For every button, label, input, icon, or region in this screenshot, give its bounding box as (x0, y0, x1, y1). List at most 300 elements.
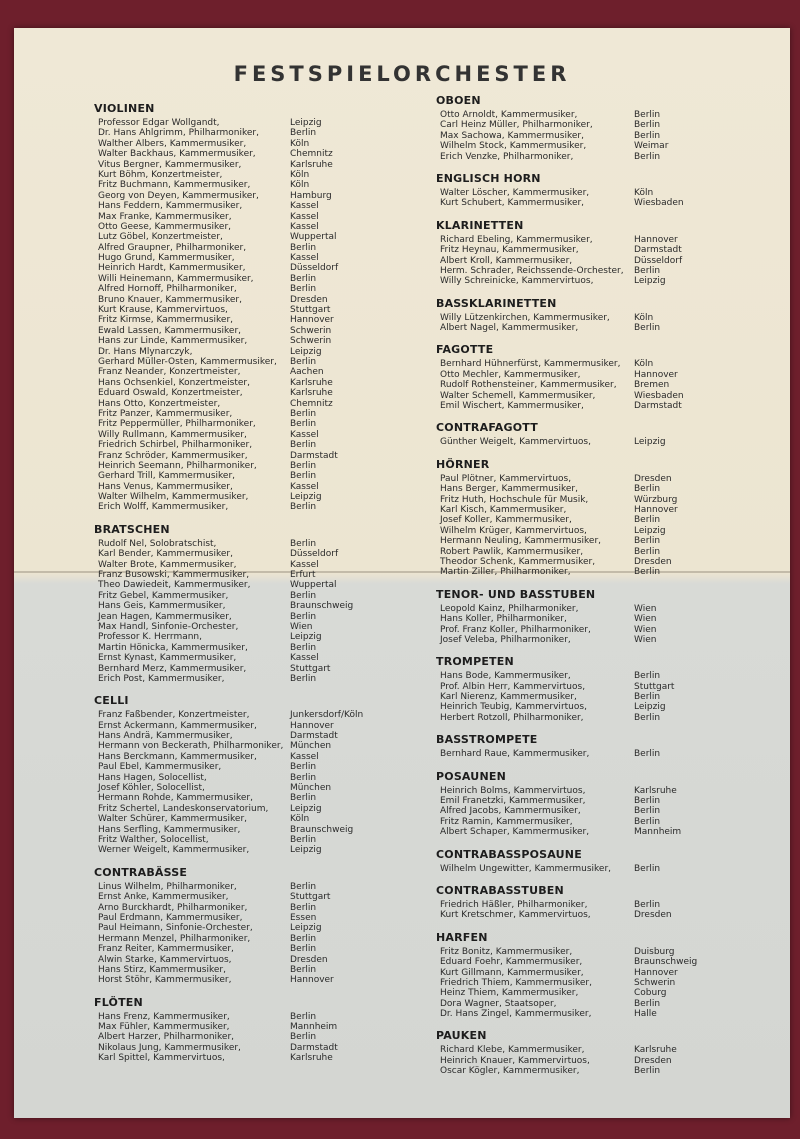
musician-row (94, 191, 424, 201)
musician-row (436, 1066, 776, 1076)
musician-row (94, 367, 424, 377)
musician-city: Dresden (634, 910, 672, 921)
musician-city: Kassel (290, 253, 319, 264)
musician-city: Stuttgart (290, 892, 331, 903)
musician-row (436, 910, 776, 920)
musician-name: Bruno Knauer, Kammermusiker, (98, 294, 242, 305)
musician-name: Hans Venus, Kammermusiker, (98, 481, 233, 492)
musician-city: Leipzig (290, 923, 322, 934)
musician-name: Heinrich Hardt, Kammermusiker, (98, 263, 246, 274)
musician-city: Aachen (290, 367, 324, 378)
musician-city: Berlin (634, 749, 661, 760)
musician-name: Fritz Buchmann, Kammermusiker, (98, 180, 251, 191)
musician-city: Halle (634, 1009, 657, 1020)
musician-row (94, 222, 424, 232)
musician-name: Heinz Thiem, Kammermusiker, (440, 988, 579, 999)
musician-city: Darmstadt (634, 245, 682, 256)
musician-name: Fritz Peppermüller, Philharmoniker, (98, 419, 256, 430)
musician-row (94, 1012, 424, 1022)
page-title: FESTSPIELORCHESTER (233, 62, 571, 86)
section-violinen (94, 102, 424, 513)
musician-city: Kassel (290, 559, 319, 570)
musician-row (94, 284, 424, 294)
musician-name: Ernst Ackermann, Kammermusiker, (98, 720, 257, 731)
musician-name: Linus Wilhelm, Philharmoniker, (98, 881, 237, 892)
musician-city: Berlin (634, 567, 661, 578)
musician-row (436, 276, 776, 286)
musician-name: Hans Berckmann, Kammermusiker, (98, 751, 257, 762)
musician-city: Berlin (290, 128, 317, 139)
musician-row (94, 357, 424, 367)
musician-city: Leipzig (290, 118, 322, 128)
musician-row (94, 653, 424, 663)
musician-city: Berlin (290, 460, 317, 471)
musician-row (94, 944, 424, 954)
musician-name: Erich Wolff, Kammermusiker, (98, 502, 229, 513)
musician-city: Berlin (634, 120, 661, 131)
musician-row (436, 505, 776, 515)
section-heading: FAGOTTE (436, 343, 494, 357)
musician-row (94, 591, 424, 601)
musician-row (94, 560, 424, 570)
musician-city: Stuttgart (290, 305, 331, 316)
musician-row (436, 682, 776, 692)
section-heading: OBOEN (436, 94, 481, 107)
musician-row (436, 864, 776, 874)
musician-row (94, 664, 424, 674)
musician-row (436, 198, 776, 208)
musician-city: Leipzig (634, 276, 666, 287)
section-posaunen (436, 770, 776, 838)
musician-name: Ernst Anke, Kammermusiker, (98, 892, 229, 903)
musician-name: Gerhard Müller-Osten, Kammermusiker, (98, 356, 277, 367)
musician-row (94, 549, 424, 559)
musician-name: Ernst Kynast, Kammermusiker, (98, 653, 237, 664)
musician-row (94, 263, 424, 273)
section-heading: ENGLISCH HORN (436, 171, 541, 185)
musician-row (94, 580, 424, 590)
musician-row (436, 245, 776, 255)
musician-city: Wuppertal (290, 580, 337, 591)
musician-row (436, 947, 776, 957)
musician-name: Franz Neander, Konzertmeister, (98, 367, 241, 378)
musician-row (94, 502, 424, 512)
musician-row (94, 632, 424, 642)
musician-city: Berlin (290, 590, 317, 601)
musician-name: Dr. Hans Zingel, Kammermusiker, (440, 1009, 592, 1020)
section-hoerner (436, 458, 776, 578)
section-tenor-und-basstuben (436, 588, 776, 646)
musician-city: Leipzig (290, 632, 322, 643)
musician-row (436, 188, 776, 198)
musician-city: Mannheim (290, 1022, 338, 1033)
program-sheet (14, 28, 790, 1118)
musician-city: Mannheim (634, 827, 682, 838)
musician-name: Bernhard Hühnerfürst, Kammermusiker, (440, 359, 621, 370)
musician-name: Paul Plötner, Kammervirtuos, (440, 473, 572, 484)
musician-city: Leipzig (290, 803, 322, 814)
musician-name: Fritz Huth, Hochschule für Musik, (440, 494, 589, 505)
musician-name: Fritz Ramin, Kammermusiker, (440, 816, 573, 827)
musician-city: Braunschweig (290, 601, 354, 612)
musician-row (436, 625, 776, 635)
musician-row (436, 567, 776, 577)
musician-city: Wuppertal (290, 232, 337, 243)
musician-city: Berlin (290, 881, 317, 892)
musician-city: Berlin (634, 515, 661, 526)
musician-row (94, 923, 424, 933)
musician-name: Martin Hönicka, Kammermusiker, (98, 642, 248, 653)
musician-name: Willy Rullmann, Kammermusiker, (98, 429, 247, 440)
section-bassklarinetten (436, 297, 776, 334)
musician-row (94, 721, 424, 731)
musician-city: Karlsruhe (290, 388, 333, 399)
musician-row (94, 1053, 424, 1063)
musician-row (94, 232, 424, 242)
musician-name: Theodor Schenk, Kammermusiker, (440, 556, 596, 567)
musician-row (94, 315, 424, 325)
musician-name: Wilhelm Stock, Kammermusiker, (440, 141, 587, 152)
musician-row (94, 783, 424, 793)
musician-city: Berlin (290, 1011, 317, 1022)
musician-row (94, 965, 424, 975)
musician-city: Hamburg (290, 190, 332, 201)
musician-city: Darmstadt (290, 450, 338, 461)
musician-city: Berlin (290, 933, 317, 944)
musician-city: Berlin (290, 902, 317, 913)
musician-city: Berlin (634, 998, 661, 1009)
musician-name: Willy Schreinicke, Kammervirtuos, (440, 276, 594, 287)
musician-row (436, 547, 776, 557)
musician-city: Hannover (290, 975, 334, 986)
musician-row (94, 1022, 424, 1032)
musician-name: Dr. Hans Ahlgrimm, Philharmoniker, (98, 128, 259, 139)
musician-city: Köln (290, 169, 310, 180)
musician-name: Fritz Walther, Solocellist, (98, 835, 209, 845)
musician-city: Darmstadt (634, 401, 682, 412)
musician-name: Karl Bender, Kammermusiker, (98, 549, 233, 560)
musician-city: Berlin (290, 273, 317, 284)
musician-row (94, 430, 424, 440)
musician-city: Berlin (290, 673, 317, 684)
musician-name: Gerhard Trill, Kammermusiker, (98, 471, 236, 482)
section-heading: CONTRAFAGOTT (436, 421, 538, 435)
musician-city: Leipzig (290, 845, 322, 856)
musician-city: Berlin (634, 899, 661, 910)
musician-city: Karlsruhe (634, 785, 677, 796)
musician-row (94, 212, 424, 222)
musician-city: Berlin (634, 712, 661, 723)
musician-name: Walter Schemell, Kammermusiker, (440, 390, 596, 401)
musician-row (436, 999, 776, 1009)
musician-city: Berlin (290, 284, 317, 295)
musician-name: Günther Weigelt, Kammervirtuos, (440, 437, 591, 448)
musician-name: Leopold Kainz, Philharmoniker, (440, 603, 579, 614)
musician-row (94, 170, 424, 180)
musician-name: Martin Ziller, Philharmoniker, (440, 567, 571, 578)
section-klarinetten (436, 219, 776, 287)
musician-name: Bernhard Raue, Kammermusiker, (440, 749, 590, 760)
musician-row (94, 601, 424, 611)
section-heading: FLÖTEN (94, 995, 143, 1009)
musician-row (436, 526, 776, 536)
musician-city: Karlsruhe (290, 1053, 333, 1064)
musician-name: Hans Stirz, Kammermusiker, (98, 964, 226, 975)
musician-row (94, 752, 424, 762)
musician-name: Friedrich Thiem, Kammermusiker, (440, 977, 592, 988)
musician-name: Alwin Starke, Kammervirtuos, (98, 954, 232, 965)
musician-name: Max Sachowa, Kammermusiker, (440, 130, 584, 141)
musician-city: Chemnitz (290, 149, 333, 160)
musician-city: Dresden (290, 954, 328, 965)
musician-name: Albert Harzer, Philharmoniker, (98, 1032, 235, 1043)
musician-row (94, 975, 424, 985)
musician-row (436, 978, 776, 988)
musician-row (94, 201, 424, 211)
musician-name: Franz Busowski, Kammermusiker, (98, 570, 250, 581)
musician-row (94, 913, 424, 923)
musician-city: Hannover (634, 369, 678, 380)
musician-city: Berlin (634, 536, 661, 547)
musician-row (94, 492, 424, 502)
section-heading: CONTRABASSPOSAUNE (436, 847, 582, 861)
musician-city: Leipzig (634, 525, 666, 536)
musician-city: Wien (634, 603, 657, 614)
musician-city: Berlin (290, 408, 317, 419)
musician-city: Bremen (634, 380, 670, 391)
musician-name: Hans Koller, Philharmoniker, (440, 614, 567, 625)
musician-row (94, 903, 424, 913)
section-heading: TENOR- UND BASSTUBEN (436, 587, 596, 601)
musician-city: Weimar (634, 141, 669, 152)
musician-city: Berlin (290, 944, 317, 955)
right-column (436, 90, 776, 1087)
musician-row (436, 692, 776, 702)
musician-name: Fritz Gebel, Kammermusiker, (98, 590, 229, 601)
musician-row (94, 955, 424, 965)
musician-city: Berlin (290, 793, 317, 804)
musician-row (436, 120, 776, 130)
section-heading: TROMPETEN (436, 655, 514, 669)
musician-name: Vitus Bergner, Kammermusiker, (98, 159, 242, 170)
musician-row (94, 118, 424, 128)
musician-name: Hermann Neuling, Kammermusiker, (440, 536, 602, 547)
musician-name: Alfred Hornoff, Philharmoniker, (98, 284, 237, 295)
musician-row (94, 710, 424, 720)
musician-name: Dora Wagner, Staatsoper, (440, 998, 557, 1009)
musician-name: Alfred Graupner, Philharmoniker, (98, 242, 247, 253)
musician-row (94, 892, 424, 902)
musician-row (436, 141, 776, 151)
musician-city: Darmstadt (290, 1042, 338, 1053)
musician-row (436, 604, 776, 614)
musician-name: Otto Mechler, Kammermusiker, (440, 369, 581, 380)
musician-city: Berlin (290, 611, 317, 622)
musician-name: Erich Post, Kammermusiker, (98, 673, 225, 684)
musician-city: Berlin (290, 538, 317, 549)
musician-row (94, 388, 424, 398)
musician-row (94, 539, 424, 549)
section-heading: CONTRABASSTUBEN (436, 883, 564, 897)
musician-row (436, 313, 776, 323)
musician-city: Kassel (290, 429, 319, 440)
musician-row (436, 256, 776, 266)
musician-name: Kurt Böhm, Konzertmeister, (98, 169, 223, 180)
musician-city: Berlin (634, 546, 661, 557)
musician-city: Chemnitz (290, 398, 333, 409)
musician-row (94, 326, 424, 336)
musician-row (94, 741, 424, 751)
musician-row (436, 437, 776, 447)
musician-name: Heinrich Teubig, Kammervirtuos, (440, 702, 587, 713)
section-harfen (436, 931, 776, 1020)
musician-city: Wiesbaden (634, 198, 684, 209)
musician-row (94, 274, 424, 284)
musician-city: München (290, 783, 332, 794)
musician-name: Franz Schröder, Kammermusiker, (98, 450, 248, 461)
musician-name: Karl Spittel, Kammervirtuos, (98, 1053, 225, 1064)
musician-name: Hans Berger, Kammermusiker, (440, 484, 578, 495)
musician-name: Nikolaus Jung, Kammermusiker, (98, 1042, 241, 1053)
musician-name: Heinrich Knauer, Kammervirtuos, (440, 1055, 590, 1066)
section-englisch-horn (436, 172, 776, 209)
musician-name: Werner Weigelt, Kammermusiker, (98, 845, 250, 856)
musician-name: Paul Erdmann, Kammermusiker, (98, 912, 243, 923)
musician-name: Erich Venzke, Philharmoniker, (440, 151, 574, 162)
musician-row (436, 484, 776, 494)
musician-city: Leipzig (290, 492, 322, 503)
musician-row (94, 336, 424, 346)
musician-row (94, 419, 424, 429)
musician-name: Heinrich Seemann, Philharmoniker, (98, 460, 257, 471)
musician-city: Schwerin (290, 325, 332, 336)
musician-name: Josef Köhler, Solocellist, (98, 783, 205, 794)
musician-name: Rudolf Rothensteiner, Kammermusiker, (440, 380, 617, 391)
musician-name: Theo Dawiedeit, Kammermusiker, (98, 580, 251, 591)
musician-name: Horst Stöhr, Kammermusiker, (98, 975, 232, 986)
musician-row (436, 827, 776, 837)
musician-name: Kurt Gillmann, Kammermusiker, (440, 967, 584, 978)
musician-name: Friedrich Schirbel, Philharmoniker, (98, 440, 253, 451)
musician-row (436, 401, 776, 411)
musician-row (94, 1032, 424, 1042)
musician-name: Walter Brote, Kammermusiker, (98, 559, 237, 570)
section-heading: HARFEN (436, 930, 488, 944)
musician-name: Hans Frenz, Kammermusiker, (98, 1011, 230, 1022)
musician-city: Berlin (634, 863, 661, 874)
musician-name: Albert Schaper, Kammermusiker, (440, 827, 590, 838)
section-floeten (94, 996, 424, 1064)
musician-city: Dresden (290, 294, 328, 305)
musician-name: Prof. Franz Koller, Philharmoniker, (440, 624, 591, 635)
musician-row (94, 451, 424, 461)
musician-city: Dresden (634, 1055, 672, 1066)
musician-city: Schwerin (634, 977, 676, 988)
musician-city: Berlin (634, 130, 661, 141)
musician-row (94, 674, 424, 684)
musician-row (94, 835, 424, 845)
section-bratschen (94, 523, 424, 684)
musician-row (436, 817, 776, 827)
section-heading: HÖRNER (436, 457, 490, 471)
musician-city: Berlin (290, 356, 317, 367)
musician-row (94, 160, 424, 170)
musician-city: Duisburg (634, 946, 675, 957)
musician-city: Berlin (634, 671, 661, 682)
musician-name: Albert Kroll, Kammermusiker, (440, 255, 573, 266)
musician-city: Essen (290, 912, 317, 923)
musician-name: Arno Burckhardt, Philharmoniker, (98, 902, 248, 913)
musician-name: Hans Hagen, Solocellist, (98, 772, 207, 783)
musician-name: Hugo Grund, Kammermusiker, (98, 253, 235, 264)
section-contrafagott (436, 421, 776, 447)
musician-name: Hans Geis, Kammermusiker, (98, 601, 226, 612)
musician-name: Fritz Panzer, Kammermusiker, (98, 408, 233, 419)
musician-name: Hans Bode, Kammermusiker, (440, 671, 571, 682)
musician-row (94, 793, 424, 803)
musician-row (94, 461, 424, 471)
musician-name: Fritz Bonitz, Kammermusiker, (440, 946, 573, 957)
musician-name: Dr. Hans Mlynarczyk, (98, 346, 193, 357)
musician-row (436, 796, 776, 806)
musician-name: Franz Faßbender, Konzertmeister, (98, 710, 250, 721)
musician-name: Kurt Krause, Kammervirtuos, (98, 305, 228, 316)
musician-city: Berlin (634, 151, 661, 162)
musician-name: Herbert Rotzoll, Philharmoniker, (440, 712, 584, 723)
musician-name: Karl Kisch, Kammermusiker, (440, 504, 567, 515)
musician-name: Otto Geese, Kammermusiker, (98, 221, 232, 232)
musician-name: Alfred Jacobs, Kammermusiker, (440, 806, 581, 817)
musician-city: Stuttgart (634, 681, 675, 692)
musician-city: Berlin (290, 419, 317, 430)
musician-name: Kurt Schubert, Kammermusiker, (440, 198, 585, 209)
musician-city: Berlin (290, 242, 317, 253)
section-heading: KLARINETTEN (436, 218, 524, 232)
musician-city: Leipzig (290, 346, 322, 357)
musician-row (436, 495, 776, 505)
musician-row (94, 762, 424, 772)
musician-row (94, 934, 424, 944)
musician-name: Ewald Lassen, Kammermusiker, (98, 325, 242, 336)
musician-row (436, 749, 776, 759)
musician-city: Coburg (634, 988, 667, 999)
musician-name: Hans Feddern, Kammermusiker, (98, 201, 243, 212)
musician-name: Eduard Foehr, Kammermusiker, (440, 957, 583, 968)
musician-city: Köln (634, 312, 654, 323)
musician-city: Köln (634, 187, 654, 198)
musician-name: Richard Klebe, Kammermusiker, (440, 1045, 585, 1056)
musician-row (94, 845, 424, 855)
musician-row (94, 1043, 424, 1053)
musician-city: Berlin (290, 440, 317, 451)
musician-name: Walther Albers, Kammermusiker, (98, 138, 247, 149)
musician-name: Max Fühler, Kammermusiker, (98, 1022, 230, 1033)
musician-name: Franz Reiter, Kammermusiker, (98, 944, 234, 955)
section-oboen (436, 94, 776, 162)
musician-city: Berlin (634, 484, 661, 495)
musician-city: Erfurt (290, 570, 316, 581)
musician-city: Berlin (290, 502, 317, 513)
musician-row (436, 266, 776, 276)
musician-row (94, 399, 424, 409)
musician-row (94, 622, 424, 632)
musician-name: Lutz Göbel, Konzertmeister, (98, 232, 223, 243)
musician-row (436, 900, 776, 910)
musician-row (436, 968, 776, 978)
musician-row (436, 806, 776, 816)
musician-city: Junkersdorf/Köln (290, 710, 364, 721)
section-fagotte (436, 343, 776, 411)
